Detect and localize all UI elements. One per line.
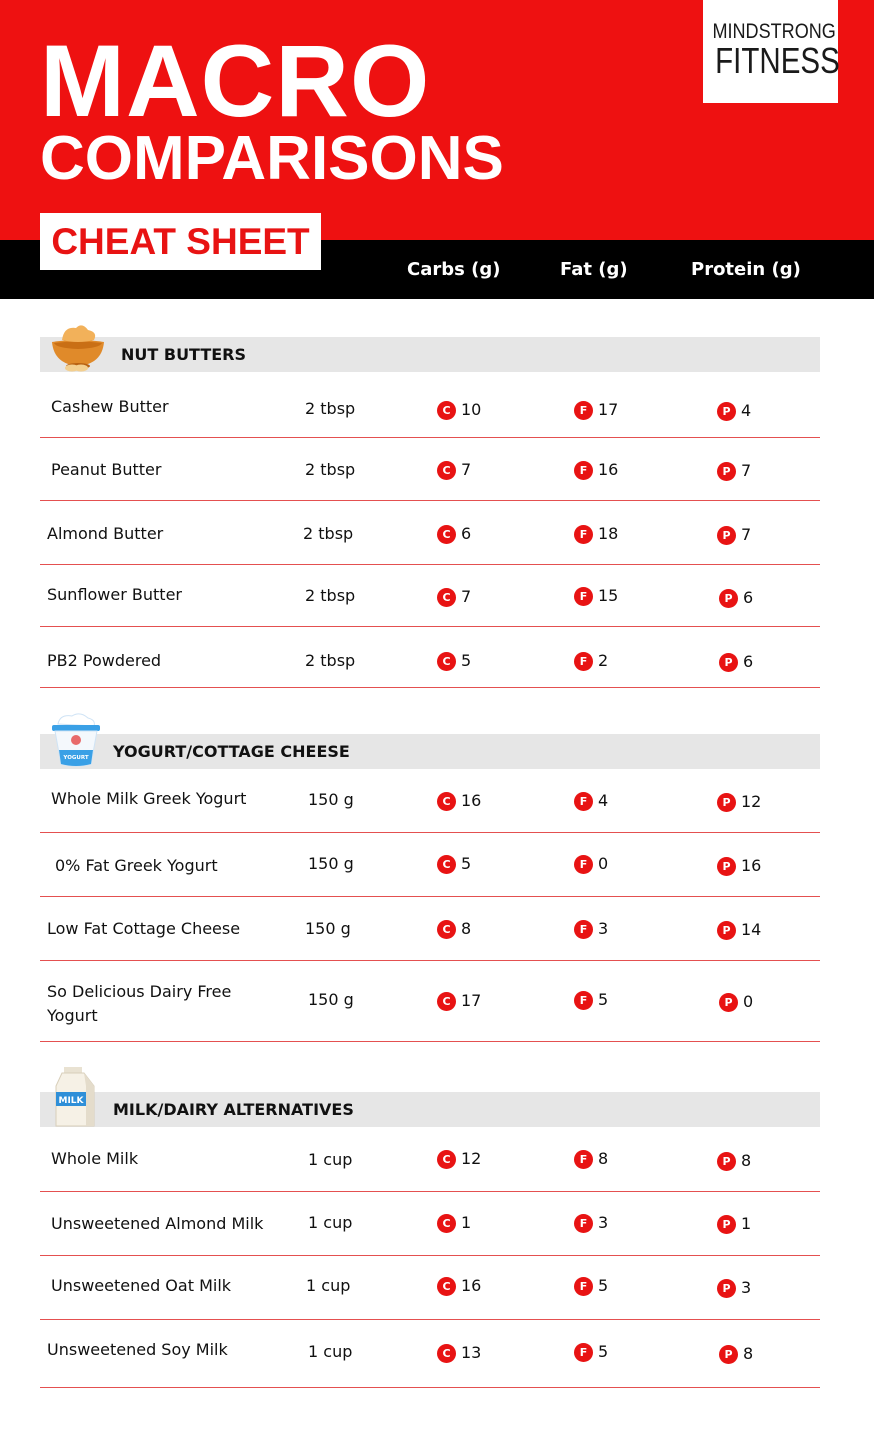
table-row bbox=[40, 387, 820, 438]
food-name: Unsweetened Almond Milk bbox=[51, 1214, 264, 1233]
food-name: Unsweetened Oat Milk bbox=[51, 1276, 232, 1295]
serving-size: 1 cup bbox=[308, 1342, 353, 1361]
carbs-value: C 16 bbox=[437, 789, 481, 813]
protein-value: P 7 bbox=[717, 459, 751, 483]
protein-value: P 1 bbox=[717, 1212, 751, 1236]
table-row bbox=[40, 1127, 820, 1192]
food-name: Whole Milk Greek Yogurt bbox=[51, 789, 247, 808]
carbs-value: C 8 bbox=[437, 917, 471, 941]
category-label: YOGURT/COTTAGE CHEESE bbox=[113, 742, 350, 761]
carbs-badge-icon: C bbox=[437, 1277, 456, 1296]
table-row bbox=[40, 438, 820, 501]
protein-value: P 7 bbox=[717, 523, 751, 547]
protein-badge-icon: P bbox=[717, 793, 736, 812]
carbs-badge-icon: C bbox=[437, 525, 456, 544]
fat-badge-icon: F bbox=[574, 1150, 593, 1169]
fat-badge-icon: F bbox=[574, 1214, 593, 1233]
protein-badge-icon: P bbox=[717, 402, 736, 421]
protein-value: P 16 bbox=[717, 854, 761, 878]
food-name-line-2: Yogurt bbox=[47, 1006, 98, 1025]
fat-value: F 16 bbox=[574, 458, 618, 482]
protein-badge-icon: P bbox=[719, 653, 738, 672]
carbs-badge-icon: C bbox=[437, 992, 456, 1011]
carbs-value: C 16 bbox=[437, 1274, 481, 1298]
protein-badge-icon: P bbox=[719, 1345, 738, 1364]
row-divider bbox=[40, 1041, 820, 1042]
carbs-badge-icon: C bbox=[437, 1150, 456, 1169]
carbs-badge-icon: C bbox=[437, 792, 456, 811]
column-header-carbs: Carbs (g) bbox=[407, 259, 501, 280]
carbs-value: C 5 bbox=[437, 649, 471, 673]
table-row bbox=[40, 627, 820, 688]
serving-size: 2 tbsp bbox=[305, 651, 356, 670]
protein-badge-icon: P bbox=[717, 857, 736, 876]
food-name: 0% Fat Greek Yogurt bbox=[55, 856, 218, 875]
table-row bbox=[40, 1320, 820, 1388]
fat-badge-icon: F bbox=[574, 855, 593, 874]
protein-value: P 8 bbox=[717, 1149, 751, 1173]
fat-value: F 5 bbox=[574, 1274, 608, 1298]
fat-value: F 8 bbox=[574, 1147, 608, 1171]
category-header-yogurt bbox=[40, 734, 820, 769]
logo-line-2: FITNESS bbox=[715, 40, 840, 81]
carbs-badge-icon: C bbox=[437, 920, 456, 939]
protein-value: P 12 bbox=[717, 790, 761, 814]
protein-badge-icon: P bbox=[717, 921, 736, 940]
yogurt-cup-icon bbox=[50, 712, 102, 768]
fat-badge-icon: F bbox=[574, 652, 593, 671]
fat-value: F 5 bbox=[574, 988, 608, 1012]
food-name: Cashew Butter bbox=[51, 397, 169, 416]
carbs-value: C 6 bbox=[437, 522, 471, 546]
carbs-value: C 17 bbox=[437, 989, 481, 1013]
milk-carton-icon bbox=[52, 1066, 98, 1128]
protein-badge-icon: P bbox=[717, 1215, 736, 1234]
fat-badge-icon: F bbox=[574, 401, 593, 420]
protein-value: P 0 bbox=[719, 990, 753, 1014]
protein-value: P 3 bbox=[717, 1276, 751, 1300]
food-name: Almond Butter bbox=[47, 524, 164, 543]
brand-logo bbox=[703, 0, 838, 103]
food-name: Peanut Butter bbox=[51, 460, 162, 479]
category-label: NUT BUTTERS bbox=[121, 345, 247, 364]
fat-value: F 3 bbox=[574, 917, 608, 941]
serving-size: 2 tbsp bbox=[305, 460, 356, 479]
protein-badge-icon: P bbox=[717, 1279, 736, 1298]
carbs-value: C 7 bbox=[437, 585, 471, 609]
serving-size: 2 tbsp bbox=[305, 586, 356, 605]
category-header-milk bbox=[40, 1092, 820, 1127]
column-header-protein: Protein (g) bbox=[691, 259, 801, 280]
peanut-butter-bowl-icon bbox=[48, 320, 108, 372]
table-row bbox=[40, 769, 820, 833]
food-name: PB2 Powdered bbox=[47, 651, 162, 670]
table-row bbox=[40, 1192, 820, 1256]
fat-value: F 15 bbox=[574, 584, 618, 608]
category-label: MILK/DAIRY ALTERNATIVES bbox=[113, 1100, 354, 1119]
carbs-value: C 13 bbox=[437, 1341, 481, 1365]
protein-value: P 14 bbox=[717, 918, 761, 942]
carbs-badge-icon: C bbox=[437, 1214, 456, 1233]
serving-size: 2 tbsp bbox=[303, 524, 354, 543]
row-divider bbox=[40, 1387, 820, 1388]
cheat-sheet-badge: CHEAT SHEET bbox=[40, 213, 321, 270]
protein-value: P 6 bbox=[719, 650, 753, 674]
food-name: Whole Milk bbox=[51, 1149, 139, 1168]
fat-value: F 3 bbox=[574, 1211, 608, 1235]
carbs-badge-icon: C bbox=[437, 1344, 456, 1363]
svg-text:MILK: MILK bbox=[58, 1096, 84, 1106]
column-header-fat: Fat (g) bbox=[560, 259, 628, 280]
table-row bbox=[40, 501, 820, 565]
table-row bbox=[40, 833, 820, 897]
food-name: So Delicious Dairy Free bbox=[47, 982, 232, 1001]
serving-size: 1 cup bbox=[308, 1150, 353, 1169]
fat-badge-icon: F bbox=[574, 1277, 593, 1296]
food-name: Sunflower Butter bbox=[47, 585, 182, 604]
protein-badge-icon: P bbox=[717, 1152, 736, 1171]
row-divider bbox=[40, 687, 820, 688]
table-row bbox=[40, 1256, 820, 1320]
fat-badge-icon: F bbox=[574, 587, 593, 606]
fat-value: F 0 bbox=[574, 852, 608, 876]
fat-value: F 18 bbox=[574, 522, 618, 546]
protein-value: P 8 bbox=[719, 1342, 753, 1366]
fat-badge-icon: F bbox=[574, 461, 593, 480]
carbs-value: C 12 bbox=[437, 1147, 481, 1171]
serving-size: 150 g bbox=[305, 919, 351, 938]
svg-text:YOGURT: YOGURT bbox=[63, 755, 89, 761]
category-header-nut-butters bbox=[40, 337, 820, 372]
fat-badge-icon: F bbox=[574, 525, 593, 544]
logo-line-1: MINDSTRONG bbox=[712, 20, 836, 43]
carbs-badge-icon: C bbox=[437, 401, 456, 420]
serving-size: 1 cup bbox=[306, 1276, 351, 1295]
carbs-value: C 1 bbox=[437, 1211, 471, 1235]
serving-size: 150 g bbox=[308, 854, 354, 873]
table-row bbox=[40, 961, 820, 1042]
protein-badge-icon: P bbox=[719, 993, 738, 1012]
protein-value: P 6 bbox=[719, 586, 753, 610]
table-row bbox=[40, 565, 820, 627]
table-row bbox=[40, 897, 820, 961]
fat-badge-icon: F bbox=[574, 792, 593, 811]
fat-value: F 17 bbox=[574, 398, 618, 422]
carbs-badge-icon: C bbox=[437, 588, 456, 607]
protein-badge-icon: P bbox=[717, 526, 736, 545]
protein-badge-icon: P bbox=[719, 589, 738, 608]
protein-value: P 4 bbox=[717, 399, 751, 423]
fat-value: F 2 bbox=[574, 649, 608, 673]
food-name: Low Fat Cottage Cheese bbox=[47, 919, 241, 938]
fat-value: F 4 bbox=[574, 789, 608, 813]
fat-badge-icon: F bbox=[574, 1343, 593, 1362]
carbs-badge-icon: C bbox=[437, 855, 456, 874]
carbs-value: C 10 bbox=[437, 398, 481, 422]
page-subtitle: COMPARISONS bbox=[40, 124, 504, 193]
page-title: MACRO bbox=[40, 24, 431, 138]
fat-badge-icon: F bbox=[574, 991, 593, 1010]
protein-badge-icon: P bbox=[717, 462, 736, 481]
carbs-value: C 5 bbox=[437, 852, 471, 876]
carbs-badge-icon: C bbox=[437, 461, 456, 480]
carbs-badge-icon: C bbox=[437, 652, 456, 671]
serving-size: 150 g bbox=[308, 990, 354, 1009]
serving-size: 150 g bbox=[308, 790, 354, 809]
food-name: Unsweetened Soy Milk bbox=[47, 1340, 228, 1359]
fat-badge-icon: F bbox=[574, 920, 593, 939]
fat-value: F 5 bbox=[574, 1340, 608, 1364]
serving-size: 1 cup bbox=[308, 1213, 353, 1232]
carbs-value: C 7 bbox=[437, 458, 471, 482]
serving-size: 2 tbsp bbox=[305, 399, 356, 418]
